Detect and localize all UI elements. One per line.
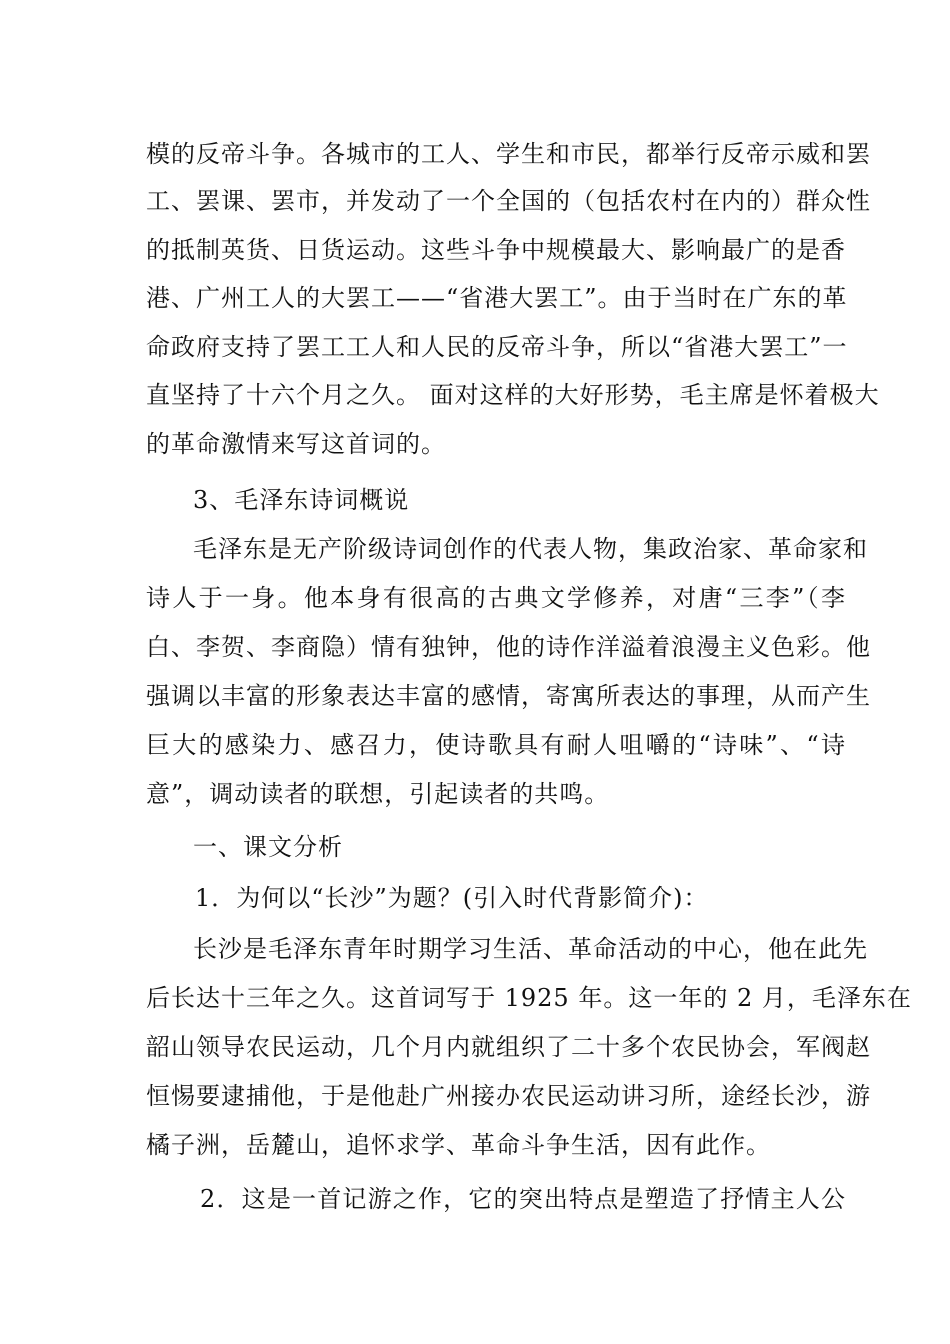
body-text-line: 直坚持了十六个月之久。 面对这样的大好形势，毛主席是怀着极大	[146, 381, 880, 409]
body-text-line: 的革命激情来写这首词的。	[146, 430, 446, 458]
body-text-line: 巨大的感染力、感召力，使诗歌具有耐人咀嚼的“诗味”、“诗	[146, 731, 846, 759]
body-text-line: 毛泽东是无产阶级诗词创作的代表人物，集政治家、革命家和	[193, 535, 868, 563]
body-text-line: 恒惕要逮捕他，于是他赴广州接办农民运动讲习所，途经长沙，游	[146, 1082, 871, 1110]
body-text-line: 模的反帝斗争。各城市的工人、学生和市民，都举行反帝示威和罢	[146, 140, 871, 168]
body-text-line: 橘子洲，岳麓山，追怀求学、革命斗争生活，因有此作。	[146, 1131, 771, 1159]
body-text-line: 后长达十三年之久。这首词写于 1925 年。这一年的 2 月，毛泽东在	[146, 984, 912, 1012]
body-text-line: 诗人于一身。他本身有很高的古典文学修养，对唐“三李”（李	[146, 584, 846, 612]
subsection-heading: 2．这是一首记游之作，它的突出特点是塑造了抒情主人公	[200, 1185, 846, 1213]
body-text-line: 长沙是毛泽东青年时期学习生活、革命活动的中心，他在此先	[193, 935, 868, 963]
subsection-heading: 1．为何以“长沙”为题？(引入时代背影简介)：	[195, 884, 709, 912]
body-text-line: 命政府支持了罢工工人和人民的反帝斗争，所以“省港大罢工”一	[146, 333, 848, 361]
body-text-line: 意”，调动读者的联想，引起读者的共鸣。	[146, 780, 610, 808]
section-heading: 一、课文分析	[193, 833, 343, 861]
body-text-line: 的抵制英货、日货运动。这些斗争中规模最大、影响最广的是香	[146, 236, 846, 264]
body-text-line: 韶山领导农民运动，几个月内就组织了二十多个农民协会，军阀赵	[146, 1033, 871, 1061]
body-text-line: 白、李贺、李商隐）情有独钟，他的诗作洋溢着浪漫主义色彩。他	[146, 633, 871, 661]
body-text-line: 工、罢课、罢市，并发动了一个全国的（包括农村在内的）群众性	[146, 187, 871, 215]
section-heading: 3、毛泽东诗词概说	[193, 486, 410, 514]
body-text-line: 强调以丰富的形象表达丰富的感情，寄寓所表达的事理，从而产生	[146, 682, 871, 710]
body-text-line: 港、广州工人的大罢工——“省港大罢工”。由于当时在广东的革	[146, 284, 848, 312]
